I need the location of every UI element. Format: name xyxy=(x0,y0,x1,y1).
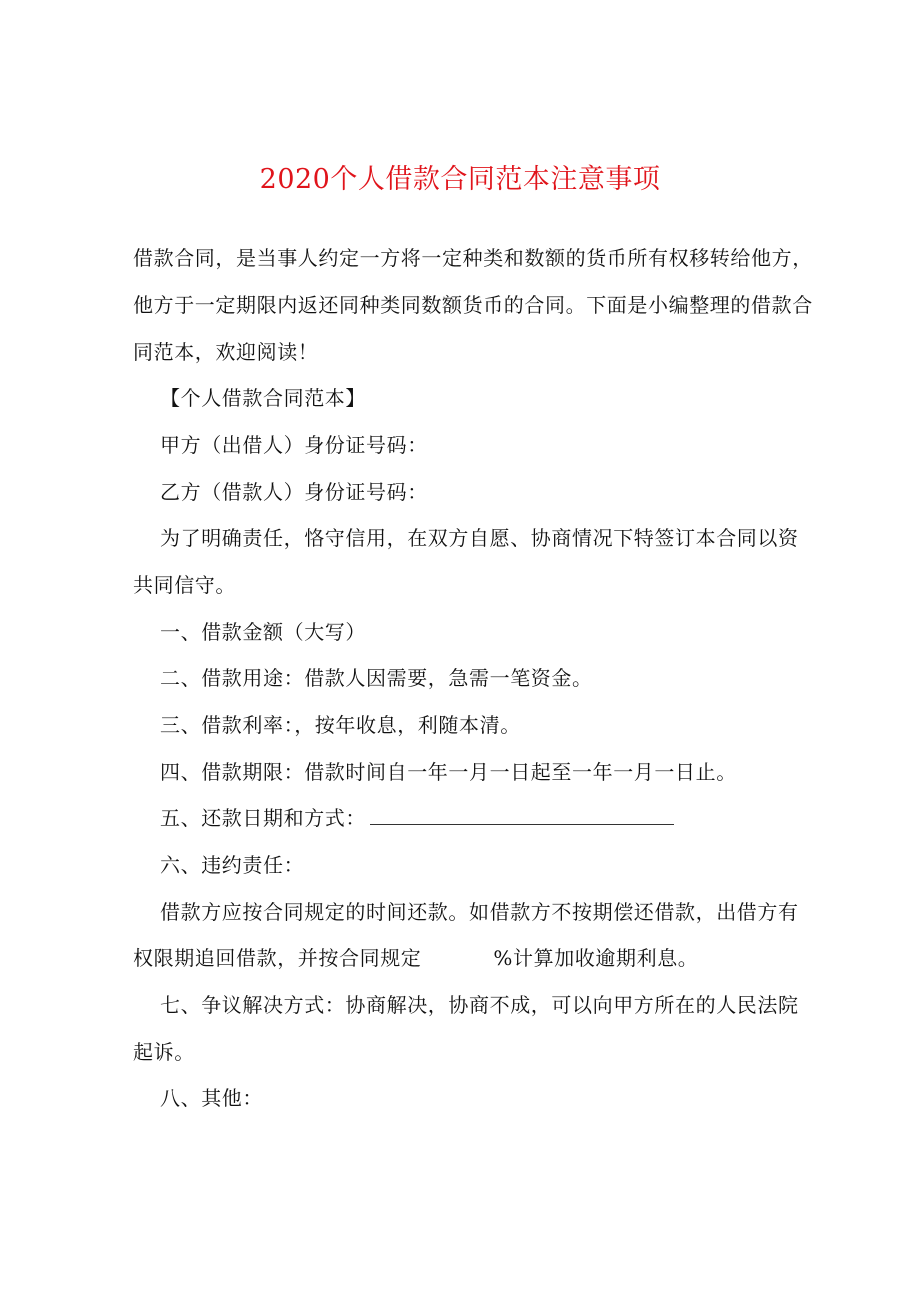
intro-line-3: 同范本，欢迎阅读！ xyxy=(133,340,319,364)
clause-6-text-line-1: 借款方应按合同规定的时间还款。如借款方不按期偿还借款，出借方有 xyxy=(160,900,799,924)
purpose-line-2: 共同信守。 xyxy=(133,573,236,597)
party-a-line: 甲方（出借人）身份证号码： xyxy=(160,433,428,457)
clause-6-text-line-2 xyxy=(133,943,698,973)
clause-6-text-part-b: %计算加收逾期利息。 xyxy=(493,946,699,970)
clause-3: 三、借款利率：，按年收息，利随本清。 xyxy=(160,713,521,737)
clause-4: 四、借款期限：借款时间自一年一月一日起至一年一月一日止。 xyxy=(160,760,737,784)
clause-6: 六、违约责任： xyxy=(160,853,305,877)
clause-7-line-2: 起诉。 xyxy=(133,1040,195,1064)
intro-line-1: 借款合同，是当事人约定一方将一定种类和数额的货币所有权移转给他方， xyxy=(133,246,813,270)
clause-7-line-1: 七、争议解决方式：协商解决，协商不成，可以向甲方所在的人民法院 xyxy=(160,993,799,1017)
document-title: 2020个人借款合同范本注意事项 xyxy=(259,164,661,195)
clause-6-text-part-a: 权限期追回借款，并按合同规定 xyxy=(133,946,422,970)
clause-5-blank xyxy=(370,804,674,825)
clause-5-line xyxy=(160,803,674,833)
party-b-line: 乙方（借款人）身份证号码： xyxy=(160,480,428,504)
clause-8: 八、其他： xyxy=(160,1086,263,1110)
purpose-line-1: 为了明确责任，恪守信用，在双方自愿、协商情况下特签订本合同以资 xyxy=(160,526,799,550)
clause-2: 二、借款用途：借款人因需要，急需一笔资金。 xyxy=(160,666,593,690)
clause-1: 一、借款金额（大写） xyxy=(160,620,366,644)
intro-line-2: 他方于一定期限内返还同种类同数额货币的合同。下面是小编整理的借款合 xyxy=(133,293,813,317)
clause-5-label: 五、还款日期和方式： xyxy=(160,806,366,830)
section-heading: 【个人借款合同范本】 xyxy=(160,386,366,410)
